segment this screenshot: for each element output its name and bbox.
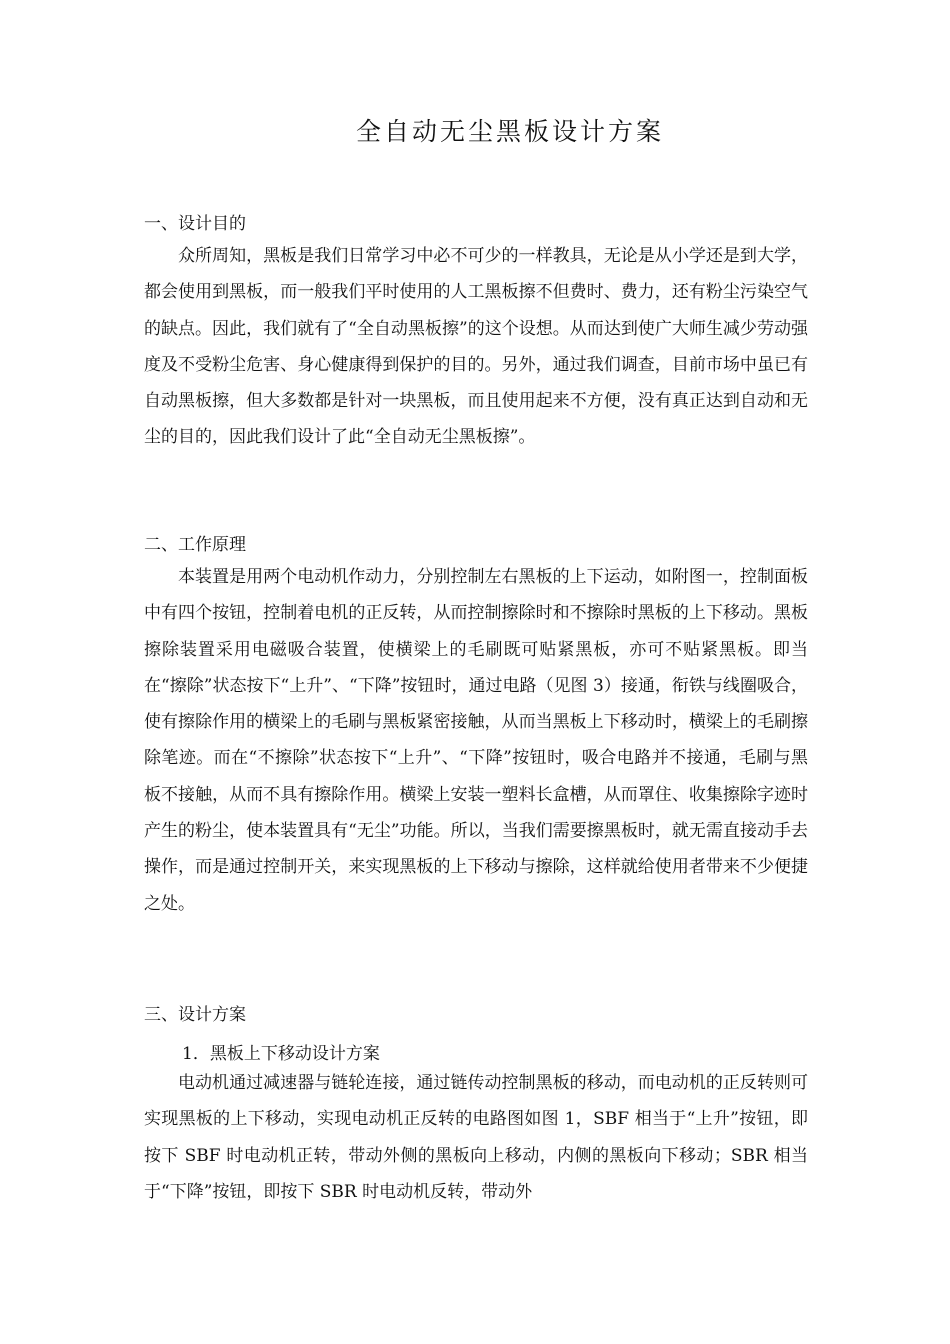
section-paragraph-movement: 电动机通过减速器与链轮连接，通过链传动控制黑板的移动，而电动机的正反转则可实现黑板的上下移动，实现电动机正反转的电路图如图 1，SBF 相当于“上升”按钮，即按下 SBF 时电动机正转，带动外侧的黑板向上移动，内侧的黑板向下移动；SBR 相当于“下降”按钮，即按下 SBR 时电动机反转，带动外 bbox=[144, 1073, 808, 1202]
section-subheading-movement: 1．黑板上下移动设计方案 bbox=[182, 1044, 380, 1064]
section-heading-principle: 二、工作原理 bbox=[144, 535, 246, 555]
section-heading-purpose: 一、设计目的 bbox=[144, 214, 246, 234]
section-heading-plan: 三、设计方案 bbox=[144, 1005, 246, 1025]
section-paragraph-principle: 本装置是用两个电动机作动力，分别控制左右黑板的上下运动，如附图一，控制面板中有四个按钮，控制着电机的正反转，从而控制擦除时和不擦除时黑板的上下移动。黑板擦除装置采用电磁吸合装置，使横梁上的毛刷既可贴紧黑板，亦可不贴紧黑板。即当在“擦除”状态按下“上升”、“下降”按钮时，通过电路（见图 3）接通，衔铁与线圈吸合，使有擦除作用的横梁上的毛刷与黑板紧密接触，从而当黑板上下移动时，横梁上的毛刷擦除笔迹。而在“不擦除”状态按下“上升”、“下降”按钮时，吸合电路并不接通，毛刷与黑板不接触，从而不具有擦除作用。横梁上安装一塑料长盒槽，从而罩住、收集擦除字迹时产生的粉尘，使本装置具有“无尘”功能。所以，当我们需要擦黑板时，就无需直接动手去操作，而是通过控制开关，来实现黑板的上下移动与擦除，这样就给使用者带来不少便捷之处。 bbox=[144, 567, 808, 914]
section-paragraph-purpose: 众所周知，黑板是我们日常学习中必不可少的一样教具，无论是从小学还是到大学，都会使用到黑板，而一般我们平时使用的人工黑板擦不但费时、费力，还有粉尘污染空气的缺点。因此，我们就有了“全自动黑板擦”的这个设想。从而达到使广大师生减少劳动强度及不受粉尘危害、身心健康得到保护的目的。另外，通过我们调查，目前市场中虽已有自动黑板擦，但大多数都是针对一块黑板，而且使用起来不方便，没有真正达到自动和无尘的目的，因此我们设计了此“全自动无尘黑板擦”。 bbox=[144, 246, 808, 448]
document-title: 全自动无尘黑板设计方案 bbox=[355, 117, 664, 146]
